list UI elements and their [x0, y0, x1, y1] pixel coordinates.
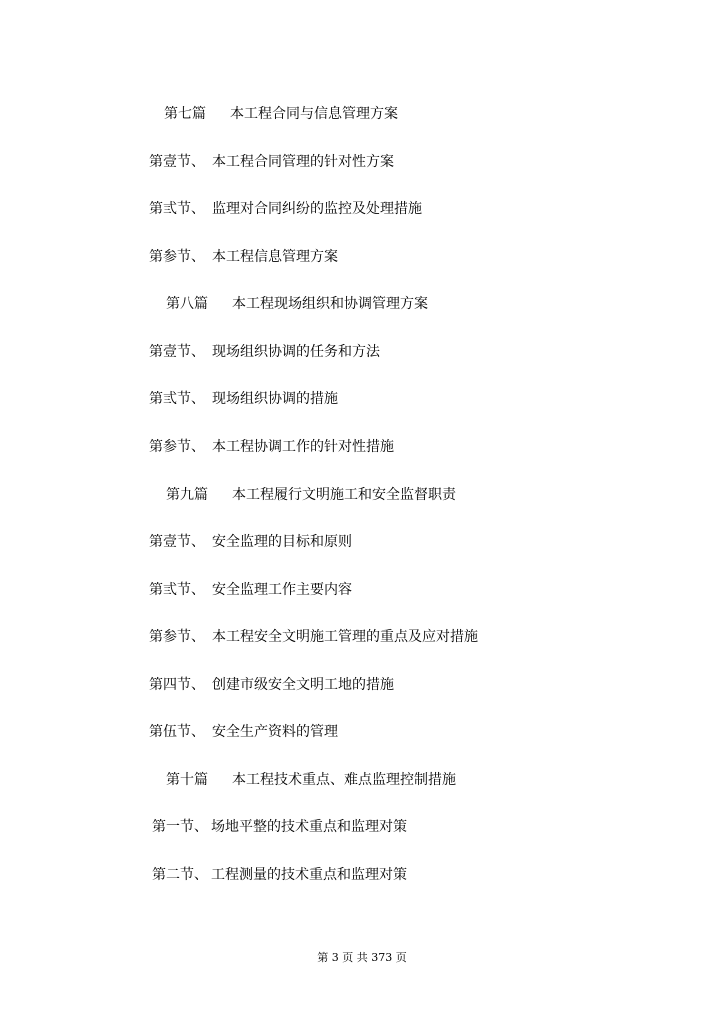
toc-part-title: 本工程合同与信息管理方案 [230, 106, 398, 122]
toc-section-number: 第壹节、 [149, 154, 205, 170]
toc-part-title: 本工程履行文明施工和安全监督职责 [232, 487, 456, 503]
toc-section-number: 第弎节、 [149, 391, 205, 407]
toc-section [152, 818, 407, 836]
page-footer: 第 3 页 共 373 页 [317, 951, 407, 964]
toc-section-number: 第参节、 [149, 629, 205, 645]
toc-part-9 [166, 486, 456, 504]
toc-section-number: 第弎节、 [149, 201, 205, 217]
toc-section-number: 第壹节、 [149, 534, 205, 550]
toc-part-number: 第九篇 [166, 487, 208, 503]
toc-section-title: 本工程合同管理的针对性方案 [212, 154, 394, 170]
toc-part-number: 第八篇 [166, 296, 208, 312]
toc-section-title: 本工程协调工作的针对性措施 [212, 439, 394, 455]
toc-section [149, 153, 394, 171]
toc-section-number: 第壹节、 [149, 344, 205, 360]
toc-part-title: 本工程技术重点、难点监理控制措施 [232, 772, 456, 788]
toc-section-title: 本工程安全文明施工管理的重点及应对措施 [212, 629, 478, 645]
toc-section [149, 628, 478, 646]
toc-section [149, 438, 394, 456]
toc-section-title: 安全监理工作主要内容 [212, 582, 352, 598]
toc-section [149, 200, 422, 218]
toc-part-7 [164, 105, 398, 123]
toc-section-title: 创建市级安全文明工地的措施 [212, 677, 394, 693]
toc-section-title: 现场组织协调的任务和方法 [212, 344, 380, 360]
toc-part-number: 第十篇 [166, 772, 208, 788]
toc-section-title: 工程测量的技术重点和监理对策 [211, 867, 407, 883]
toc-section-number: 第参节、 [149, 249, 205, 265]
toc-section [149, 343, 380, 361]
toc-section-title: 监理对合同纠纷的监控及处理措施 [212, 201, 422, 217]
toc-section-title: 现场组织协调的措施 [212, 391, 338, 407]
toc-section-title: 场地平整的技术重点和监理对策 [211, 819, 407, 835]
toc-section [149, 723, 338, 741]
toc-section-number: 第二节、 [152, 867, 208, 883]
toc-section-number: 第四节、 [149, 677, 205, 693]
toc-part-title: 本工程现场组织和协调管理方案 [232, 296, 428, 312]
toc-section [149, 533, 352, 551]
toc-part-number: 第七篇 [164, 106, 206, 122]
toc-part-10 [166, 771, 456, 789]
toc-section-number: 第弎节、 [149, 582, 205, 598]
toc-section-number: 第伍节、 [149, 724, 205, 740]
toc-section-number: 第一节、 [152, 819, 208, 835]
toc-section [149, 581, 352, 599]
toc-section [149, 390, 338, 408]
toc-section-title: 安全监理的目标和原则 [212, 534, 352, 550]
toc-part-8 [166, 295, 428, 313]
toc-section-title: 安全生产资料的管理 [212, 724, 338, 740]
toc-section-number: 第参节、 [149, 439, 205, 455]
toc-section [149, 248, 338, 266]
toc-section [152, 866, 407, 884]
toc-section-title: 本工程信息管理方案 [212, 249, 338, 265]
toc-section [149, 676, 394, 694]
